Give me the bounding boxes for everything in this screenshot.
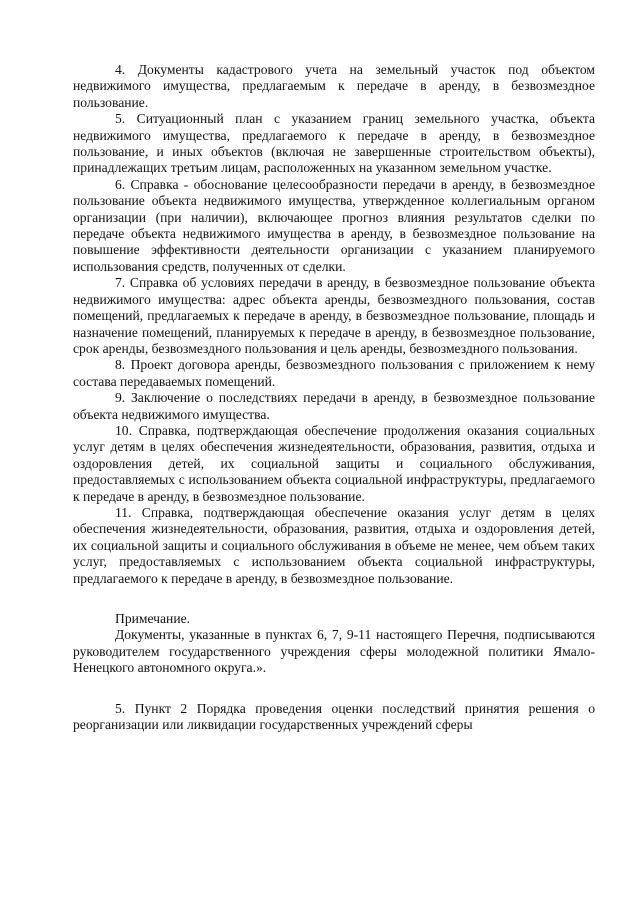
list-item-7: 7. Справка об условиях передачи в аренду, в безвозмездное пользование объекта недвижимого имущества: адрес объекта аренды, безвозмездного пользования, состав помещений, предлагаемых к передаче в аренду, в безвозмездное пользование, площадь и назначение помещений, планируемых к передаче в аренду, в безвозмездное пользование, срок аренды, безвозмездного пользования и цель аренды, безвозмездного пользования. <box>73 275 595 356</box>
list-item-9: 9. Заключение о последствиях передачи в аренду, в безвозмездное пользование объекта недвижимого имущества. <box>73 390 595 422</box>
list-item-8: 8. Проект договора аренды, безвозмездного пользования с приложением к нему состава передаваемых помещений. <box>73 357 595 389</box>
amendment-paragraph: 5. Пункт 2 Порядка проведения оценки последствий принятия решения о реорганизации или ликвидации государственных учреждений сферы <box>73 700 595 733</box>
list-item-5: 5. Ситуационный план с указанием границ земельного участка, объекта недвижимого имущества, предлагаемого к передаче в аренду, в безвозмездное пользование, и иных объектов (включая не завершенные строительством объекты), принадлежащих третьим лицам, расположенных на указанном земельном участке. <box>73 111 595 176</box>
note-text: Документы, указанные в пунктах 6, 7, 9-11 настоящего Перечня, подписываются руководителем государственного учреждения сферы молодежной политики Ямало-Ненецкого автономного округа.». <box>73 627 595 676</box>
list-item-11: 11. Справка, подтверждающая обеспечение оказания услуг детям в целях обеспечения жизнедеятельности, образования, развития, отдыха и оздоровления детей, их социальной защиты и социального обслуживания в объеме не менее, чем объем таких услуг, предоставляемых с использованием объекта социальной инфраструктуры, предлагаемого к передаче в аренду, в безвозмездное пользование. <box>73 504 595 586</box>
list-item-6: 6. Справка - обоснование целесообразности передачи в аренду, в безвозмездное пользование объекта недвижимого имущества, утвержденное коллегиальным органом организации (при наличии), включающее прогноз влияния результатов сделки по передаче объекта недвижимого имущества в аренду, в безвозмездное пользование на повышение эффективности деятельности организации с указанием планируемого использования средств, полученных от сделки. <box>73 176 595 274</box>
spacer <box>73 677 595 701</box>
note-title: Примечание. <box>115 611 191 626</box>
spacer <box>73 587 595 611</box>
list-item-4: 4. Документы кадастрового учета на земельный участок под объектом недвижимого имущества, предлагаемым к передаче в аренду, в безвозмездное пользование. <box>73 62 595 110</box>
document-body <box>73 62 595 733</box>
list-item-10: 10. Справка, подтверждающая обеспечение продолжения оказания социальных услуг детям в целях обеспечения жизнедеятельности, образования, развития, отдыха и оздоровления детей, их социальной защиты и социального обслуживания, предоставляемых с использованием объекта социальной инфраструктуры, предлагаемого к передаче в аренду, в безвозмездное пользование. <box>73 422 595 504</box>
